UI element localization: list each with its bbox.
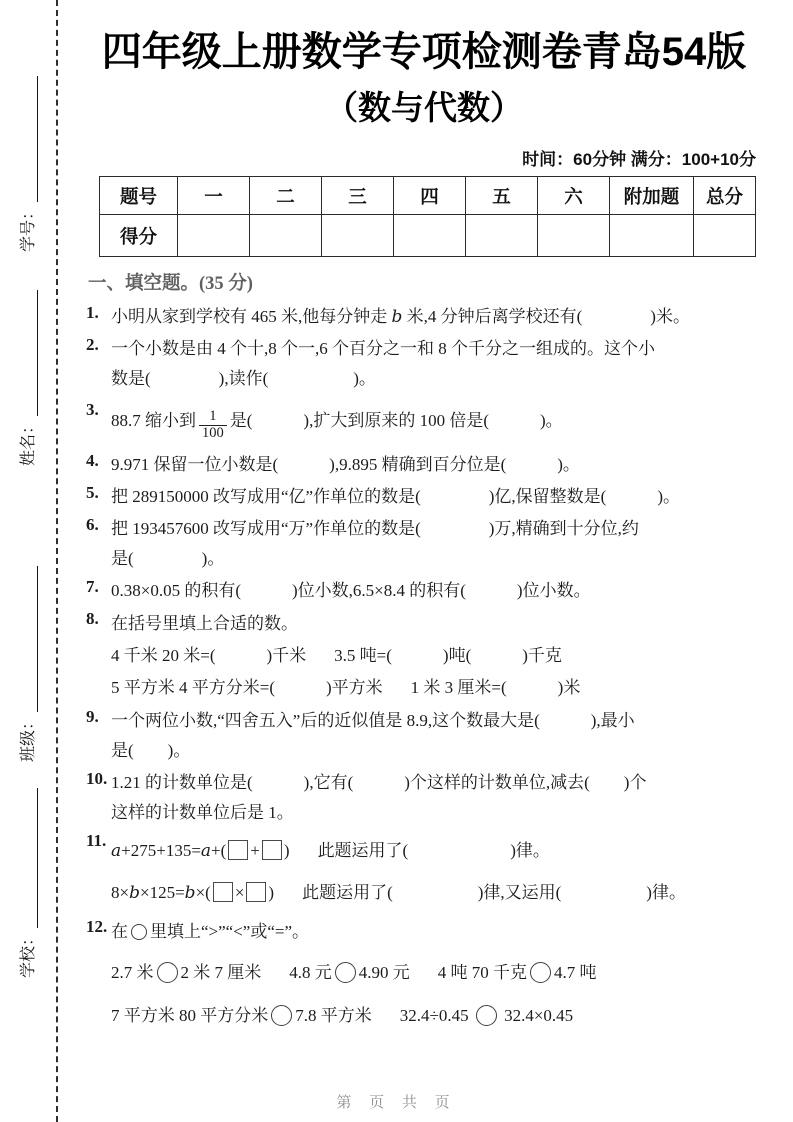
score-table-row — [100, 215, 756, 257]
question-body — [111, 916, 762, 1034]
fraction-numerator: 1 — [209, 408, 217, 425]
question-text: 这样的计数单位后是 1。 — [111, 803, 294, 822]
question-text: 2 米 7 厘米 — [180, 963, 262, 982]
question-line — [111, 640, 762, 672]
question-line — [111, 955, 762, 991]
question-text: 在 — [111, 922, 128, 941]
answer-box — [262, 840, 282, 860]
compare-circle — [131, 924, 147, 940]
question-line — [111, 916, 762, 948]
question-text: 此题运用了( )律,又运用( )律。 — [302, 883, 686, 902]
score-table-header-cell: 一 — [178, 177, 250, 215]
question-8 — [86, 608, 762, 704]
question-line — [111, 736, 762, 766]
question-number: 5. — [86, 483, 99, 502]
score-table-header-cell: 四 — [394, 177, 466, 215]
question-text: 数是( ),读作( )。 — [111, 369, 376, 388]
exam-content — [86, 26, 762, 1036]
question-text: 3.5 吨=( )吨( )千克 — [334, 646, 562, 665]
question-5 — [86, 482, 762, 512]
question-1 — [86, 302, 762, 332]
question-text: 一个两位小数,“四舍五入”后的近似值是 8.9,这个数最大是( ),最小 — [111, 711, 635, 730]
score-table-score-cell: 得分 — [100, 215, 178, 257]
question-body — [111, 830, 762, 914]
question-text: 在括号里填上合适的数。 — [111, 614, 298, 633]
compare-circle — [530, 962, 551, 983]
question-body — [111, 514, 762, 574]
question-text: 1 米 3 厘米=( )米 — [410, 678, 581, 697]
question-line — [111, 302, 762, 332]
question-number: 7. — [86, 577, 99, 596]
question-body — [111, 450, 762, 480]
question-line — [111, 998, 762, 1034]
question-body — [111, 482, 762, 512]
question-line — [111, 482, 762, 512]
question-body — [111, 608, 762, 704]
question-number: 10. — [86, 769, 108, 788]
question-text: 32.4÷0.45 — [399, 1006, 473, 1025]
math-variable: b — [129, 883, 140, 903]
answer-box — [228, 840, 248, 860]
question-text: ×( — [195, 883, 211, 902]
question-text: 4.8 元 — [289, 963, 332, 982]
question-number: 9. — [86, 707, 99, 726]
question-text: ) — [268, 883, 275, 902]
question-body — [111, 334, 762, 394]
fraction — [199, 409, 227, 442]
question-number: 3. — [86, 400, 99, 419]
question-10 — [86, 768, 762, 828]
page-number-footer: 第 页 共 页 — [336, 1095, 457, 1111]
question-line — [111, 768, 762, 798]
student-id-label: 学号： — [20, 203, 37, 252]
question-number: 11. — [86, 831, 107, 850]
compare-circle — [335, 962, 356, 983]
question-text: 7.8 平方米 — [295, 1006, 372, 1025]
question-body — [111, 768, 762, 828]
question-text: +( — [211, 841, 227, 860]
score-table-score-cell — [178, 215, 250, 257]
question-line — [111, 544, 762, 574]
question-text: 把 193457600 改写成用“万”作单位的数是( )万,精确到十分位,约 — [111, 519, 639, 538]
school-writing-line — [23, 788, 38, 928]
question-body — [111, 399, 762, 443]
margin-dashed-divider — [56, 0, 58, 1122]
question-line — [111, 364, 762, 394]
score-table-score-cell — [466, 215, 538, 257]
question-number: 12. — [86, 917, 108, 936]
score-table-header-cell: 三 — [322, 177, 394, 215]
class-field — [16, 566, 38, 762]
question-line — [111, 672, 762, 704]
question-text: 2.7 米 — [111, 963, 154, 982]
student-name-label: 姓名： — [20, 417, 37, 466]
score-table-header-cell: 二 — [250, 177, 322, 215]
exam-subtitle: （数与代数） — [325, 89, 523, 126]
fraction-denominator: 100 — [199, 425, 227, 442]
score-table-body — [100, 177, 756, 257]
math-variable: a — [200, 841, 212, 861]
score-table-score-cell — [250, 215, 322, 257]
school-field — [16, 788, 38, 978]
question-text: + — [250, 841, 260, 860]
question-text: ) — [283, 841, 290, 860]
question-line — [111, 798, 762, 828]
question-text: 9.971 保留一位小数是( ),9.895 精确到百分位是( )。 — [111, 455, 580, 474]
question-6 — [86, 514, 762, 574]
answer-box — [246, 882, 266, 902]
question-text: 是( )。 — [111, 741, 191, 760]
student-name-field — [16, 290, 38, 466]
score-table-score-cell — [610, 215, 694, 257]
student-id-writing-line — [23, 76, 38, 202]
question-text: 一个小数是由 4 个十,8 个一,6 个百分之一和 8 个千分之一组成的。这个小 — [111, 339, 655, 358]
score-table-score-cell — [394, 215, 466, 257]
math-variable: b — [391, 307, 403, 327]
question-body — [111, 576, 762, 606]
score-table-row — [100, 177, 756, 215]
question-3 — [86, 399, 762, 443]
question-text: 5 平方米 4 平方分米=( )平方米 — [111, 678, 383, 697]
question-text: 4.90 元 — [358, 963, 410, 982]
question-line — [111, 608, 762, 640]
question-body — [111, 302, 762, 332]
question-9 — [86, 706, 762, 766]
question-line — [111, 872, 762, 914]
class-writing-line — [23, 566, 38, 712]
question-text: 4 吨 70 千克 — [437, 963, 527, 982]
question-line — [111, 514, 762, 544]
question-number: 2. — [86, 335, 99, 354]
score-table — [99, 176, 756, 257]
question-text: 里填上“>”“<”或“=”。 — [150, 922, 310, 941]
question-text: 米,4 分钟后离学校还有( )米。 — [402, 307, 690, 326]
score-table-score-cell — [694, 215, 756, 257]
math-variable: a — [111, 841, 122, 861]
compare-circle — [157, 962, 178, 983]
question-line — [111, 706, 762, 736]
question-text: 8× — [111, 883, 130, 902]
question-text: 把 289150000 改写成用“亿”作单位的数是( )亿,保留整数是( )。 — [111, 487, 680, 506]
question-list — [86, 302, 762, 1034]
section-heading: 一、填空题。(35 分) — [88, 274, 253, 294]
score-table-header-cell: 六 — [538, 177, 610, 215]
question-12 — [86, 916, 762, 1034]
exam-title: 四年级上册数学专项检测卷青岛54版 — [101, 30, 747, 74]
question-text: 4 千米 20 米=( )千米 — [111, 646, 307, 665]
question-text: × — [234, 883, 245, 902]
question-text: 是( ),扩大到原来的 100 倍是( )。 — [229, 411, 563, 430]
score-table-score-cell — [538, 215, 610, 257]
question-text: 0.38×0.05 的积有( )位小数,6.5×8.4 的积有( )位小数。 — [111, 581, 591, 600]
question-text: 是( )。 — [111, 549, 225, 568]
question-number: 6. — [86, 515, 99, 534]
compare-circle — [271, 1005, 292, 1026]
question-line — [111, 450, 762, 480]
question-11 — [86, 830, 762, 914]
question-2 — [86, 334, 762, 394]
math-variable: b — [184, 883, 196, 903]
score-table-header-cell: 五 — [466, 177, 538, 215]
question-line — [111, 334, 762, 364]
question-text: ×125= — [139, 883, 185, 902]
question-text: 4.7 吨 — [554, 963, 597, 982]
question-text: 88.7 缩小到 — [111, 411, 196, 430]
question-text: 小明从家到学校有 465 米,他每分钟走 — [111, 307, 392, 326]
question-line — [111, 399, 762, 443]
compare-circle — [476, 1005, 497, 1026]
question-body — [111, 706, 762, 766]
question-text: 7 平方米 80 平方分米 — [111, 1006, 269, 1025]
class-label: 班级： — [20, 713, 37, 762]
question-text: +275+135= — [121, 841, 201, 860]
student-id-field — [16, 76, 38, 252]
question-text: 1.21 的计数单位是( ),它有( )个这样的计数单位,减去( )个 — [111, 773, 647, 792]
score-table-header-cell: 总分 — [694, 177, 756, 215]
score-table-score-cell — [322, 215, 394, 257]
question-line — [111, 576, 762, 606]
question-number: 4. — [86, 451, 99, 470]
question-text: 此题运用了( )律。 — [317, 841, 550, 860]
score-table-header-cell: 附加题 — [610, 177, 694, 215]
student-name-writing-line — [23, 290, 38, 416]
question-4 — [86, 450, 762, 480]
question-line — [111, 830, 762, 872]
answer-box — [213, 882, 233, 902]
question-number: 1. — [86, 303, 99, 322]
question-text: 32.4×0.45 — [499, 1006, 574, 1025]
score-table-header-cell: 题号 — [100, 177, 178, 215]
question-7 — [86, 576, 762, 606]
school-label: 学校： — [20, 929, 37, 978]
time-score-info: 时间：60分钟 满分：100+10分 — [522, 150, 756, 169]
question-number: 8. — [86, 609, 99, 628]
